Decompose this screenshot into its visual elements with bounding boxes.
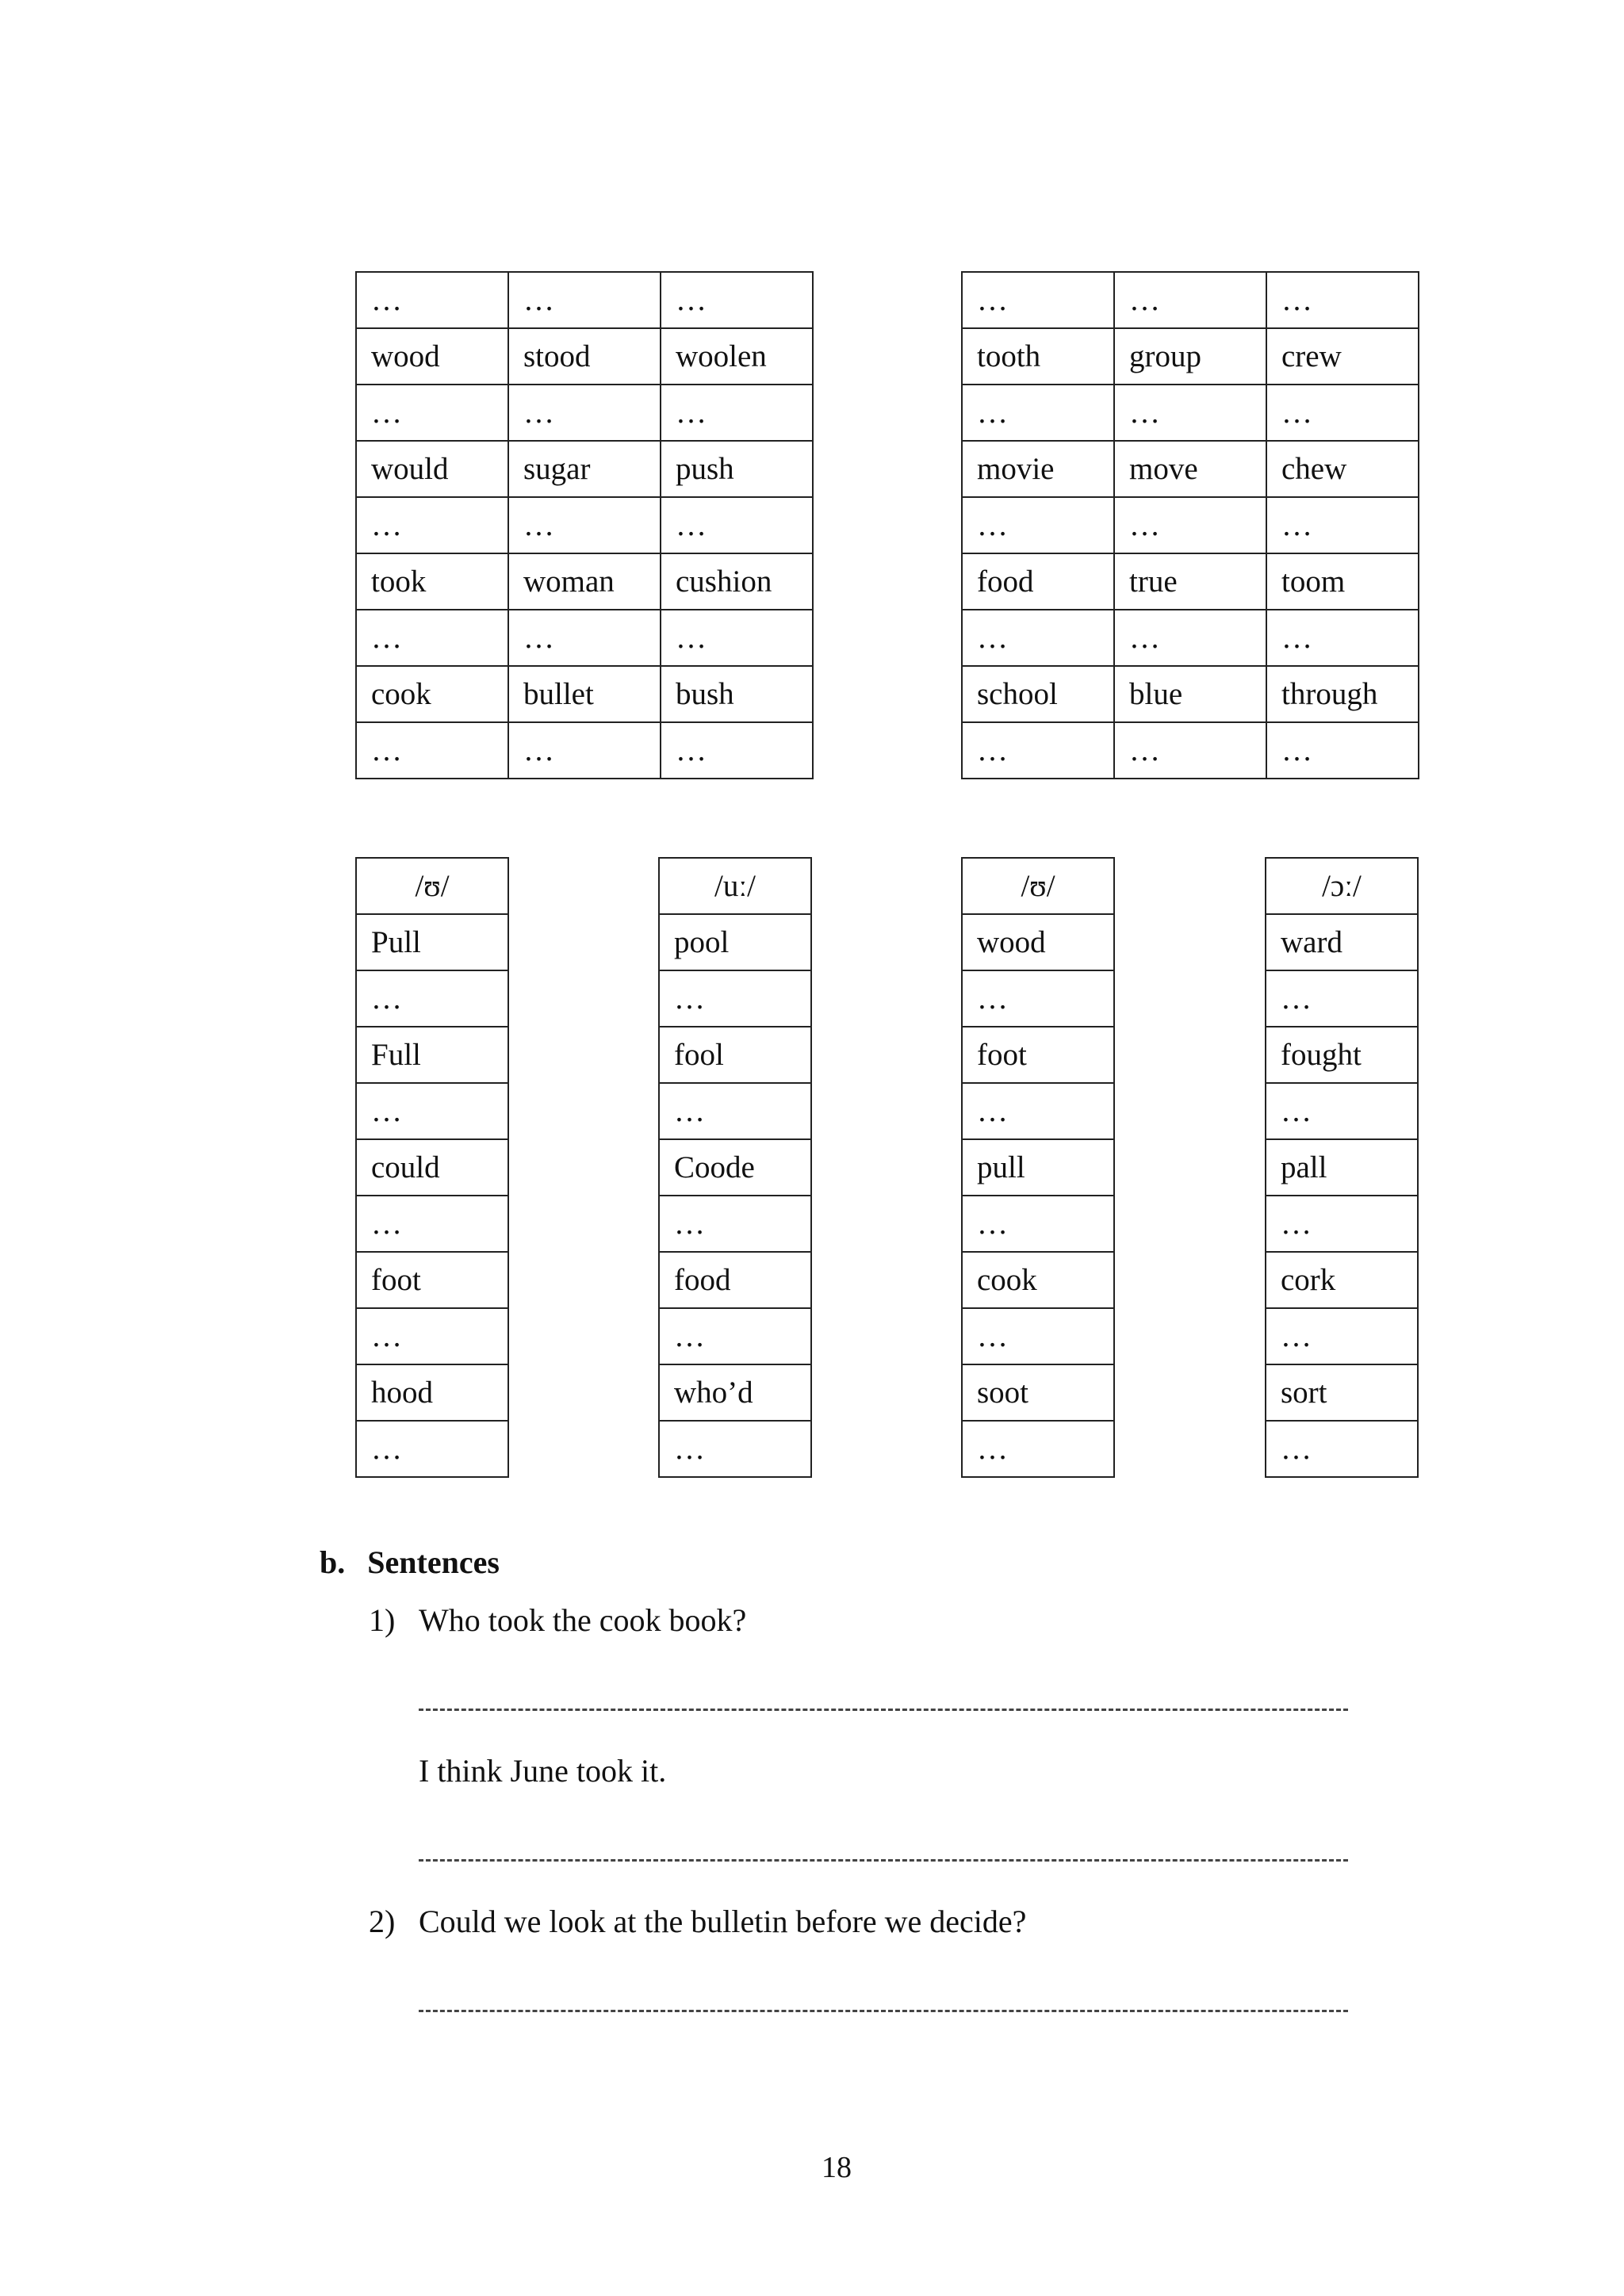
table-row <box>1266 1364 1418 1421</box>
table-cell: Coode <box>659 1139 811 1196</box>
sentence-text: Could we look at the bulletin before we decide? <box>419 1904 1027 1939</box>
table-row <box>356 1083 508 1139</box>
table-cell: … <box>1266 1421 1418 1477</box>
table-cell: hood <box>356 1364 508 1421</box>
table-row <box>356 553 813 610</box>
table-cell: toom <box>1266 553 1419 610</box>
table-row <box>1266 970 1418 1027</box>
table-row <box>356 914 508 970</box>
table-cell: pall <box>1266 1139 1418 1196</box>
table-row <box>659 1421 811 1477</box>
table-cell: cook <box>962 1252 1114 1308</box>
table-row <box>356 610 813 666</box>
table-row <box>1266 1083 1418 1139</box>
table-row <box>659 914 811 970</box>
table-cell: sort <box>1266 1364 1418 1421</box>
table-row <box>962 1139 1114 1196</box>
table-cell: fool <box>659 1027 811 1083</box>
table-row <box>962 610 1419 666</box>
table-row <box>962 666 1419 722</box>
phoneme-header: /ɔː/ <box>1266 858 1418 914</box>
table-row <box>659 970 811 1027</box>
table-cell: wood <box>962 914 1114 970</box>
phoneme-header: /uː/ <box>659 858 811 914</box>
word-table-top-left <box>355 271 814 779</box>
table-row <box>962 970 1114 1027</box>
table-row <box>356 441 813 497</box>
table-cell: … <box>962 1083 1114 1139</box>
table-row <box>356 1308 508 1364</box>
phoneme-header: /ʊ/ <box>962 858 1114 914</box>
table-cell: Full <box>356 1027 508 1083</box>
table-cell: bush <box>661 666 813 722</box>
table-cell: who’d <box>659 1364 811 1421</box>
table-row <box>659 1027 811 1083</box>
table-cell: … <box>661 722 813 779</box>
table-cell: … <box>962 722 1114 779</box>
table-cell: … <box>962 272 1114 328</box>
table-row <box>962 553 1419 610</box>
table-cell: crew <box>1266 328 1419 385</box>
table-cell: ward <box>1266 914 1418 970</box>
table-row <box>962 1252 1114 1308</box>
answer-line <box>419 1709 1348 1711</box>
table-cell: … <box>661 497 813 553</box>
table-cell: pull <box>962 1139 1114 1196</box>
page-number: 18 <box>822 2151 852 2184</box>
table-row <box>356 1027 508 1083</box>
section-marker: b. <box>320 1544 346 1580</box>
table-cell: … <box>1114 610 1266 666</box>
table-cell: food <box>659 1252 811 1308</box>
phoneme-table-1 <box>355 857 509 1478</box>
table-cell: bullet <box>508 666 661 722</box>
table-cell: … <box>1266 610 1419 666</box>
table-cell: … <box>1266 385 1419 441</box>
table-cell: … <box>1266 1308 1418 1364</box>
table-row <box>962 914 1114 970</box>
table-cell: wood <box>356 328 508 385</box>
table-row <box>356 666 813 722</box>
table-cell: true <box>1114 553 1266 610</box>
table-cell: … <box>962 610 1114 666</box>
table-row <box>1266 1139 1418 1196</box>
table-row <box>659 1252 811 1308</box>
sentence-number: 2) <box>369 1904 396 1939</box>
phoneme-table-3 <box>961 857 1115 1478</box>
table-cell: through <box>1266 666 1419 722</box>
table-cell: … <box>1114 385 1266 441</box>
table-cell: … <box>1114 722 1266 779</box>
table-row <box>962 272 1419 328</box>
table-row <box>962 328 1419 385</box>
table-cell: cushion <box>661 553 813 610</box>
table-cell: … <box>659 1308 811 1364</box>
table-cell: stood <box>508 328 661 385</box>
table-cell: … <box>356 497 508 553</box>
table-cell: … <box>1114 272 1266 328</box>
table-row <box>659 1364 811 1421</box>
table-cell: chew <box>1266 441 1419 497</box>
table-row <box>659 1083 811 1139</box>
table-header-row <box>356 858 508 914</box>
section-heading <box>320 1544 500 1581</box>
table-row <box>659 1139 811 1196</box>
table-row <box>1266 1196 1418 1252</box>
sentence-item <box>369 1903 1026 1940</box>
table-row <box>962 497 1419 553</box>
table-cell: … <box>1114 497 1266 553</box>
table-row <box>1266 1421 1418 1477</box>
table-cell: … <box>962 970 1114 1027</box>
table-cell: school <box>962 666 1114 722</box>
table-row <box>962 722 1419 779</box>
table-cell: blue <box>1114 666 1266 722</box>
table-cell: … <box>1266 1083 1418 1139</box>
table-cell: … <box>661 385 813 441</box>
table-cell: sugar <box>508 441 661 497</box>
table-cell: … <box>508 610 661 666</box>
table-row <box>962 1196 1114 1252</box>
table-cell: … <box>659 1196 811 1252</box>
table-cell: pool <box>659 914 811 970</box>
phoneme-table-2 <box>658 857 812 1478</box>
table-row <box>962 1027 1114 1083</box>
table-cell: group <box>1114 328 1266 385</box>
table-row <box>659 1308 811 1364</box>
sentence-number: 1) <box>369 1602 396 1638</box>
table-row <box>356 385 813 441</box>
table-cell: could <box>356 1139 508 1196</box>
table-row <box>962 385 1419 441</box>
table-cell: … <box>659 1083 811 1139</box>
table-cell: … <box>356 272 508 328</box>
table-cell: push <box>661 441 813 497</box>
table-cell: … <box>661 272 813 328</box>
table-header-row <box>962 858 1114 914</box>
table-cell: … <box>962 1308 1114 1364</box>
table-row <box>962 1083 1114 1139</box>
table-row <box>1266 1308 1418 1364</box>
table-cell: … <box>508 272 661 328</box>
table-cell: … <box>1266 497 1419 553</box>
table-cell: cork <box>1266 1252 1418 1308</box>
table-cell: … <box>962 1196 1114 1252</box>
table-cell: … <box>962 497 1114 553</box>
table-cell: … <box>1266 722 1419 779</box>
sentence-item <box>369 1601 746 1639</box>
table-cell: food <box>962 553 1114 610</box>
table-cell: … <box>356 722 508 779</box>
table-row <box>1266 914 1418 970</box>
table-cell: move <box>1114 441 1266 497</box>
table-cell: … <box>1266 272 1419 328</box>
table-cell: … <box>661 610 813 666</box>
table-row <box>356 272 813 328</box>
sentence-text: I think June took it. <box>419 1753 667 1789</box>
table-cell: … <box>356 970 508 1027</box>
table-cell: … <box>356 1083 508 1139</box>
table-cell: cook <box>356 666 508 722</box>
table-cell: … <box>1266 970 1418 1027</box>
answer-line <box>419 1859 1348 1862</box>
phoneme-table-4 <box>1265 857 1419 1478</box>
table-cell: woolen <box>661 328 813 385</box>
table-cell: foot <box>962 1027 1114 1083</box>
table-cell: … <box>356 385 508 441</box>
sentence-text: Who took the cook book? <box>419 1602 747 1638</box>
table-cell: … <box>962 1421 1114 1477</box>
section-title: Sentences <box>367 1544 500 1580</box>
table-row <box>356 722 813 779</box>
table-cell: … <box>356 1421 508 1477</box>
word-table-top-right <box>961 271 1419 779</box>
table-row <box>1266 1027 1418 1083</box>
table-cell: took <box>356 553 508 610</box>
table-row <box>962 1364 1114 1421</box>
table-row <box>962 1421 1114 1477</box>
table-cell: … <box>356 1196 508 1252</box>
table-cell: … <box>1266 1196 1418 1252</box>
table-row <box>356 970 508 1027</box>
table-cell: … <box>356 1308 508 1364</box>
table-row <box>356 1139 508 1196</box>
table-cell: … <box>962 385 1114 441</box>
table-cell: movie <box>962 441 1114 497</box>
table-cell: … <box>508 385 661 441</box>
table-row <box>356 328 813 385</box>
sentence-item <box>419 1752 666 1789</box>
answer-line <box>419 2010 1348 2012</box>
table-cell: tooth <box>962 328 1114 385</box>
table-cell: … <box>508 722 661 779</box>
table-cell: foot <box>356 1252 508 1308</box>
table-cell: … <box>659 1421 811 1477</box>
table-row <box>356 497 813 553</box>
table-row <box>962 441 1419 497</box>
table-row <box>356 1196 508 1252</box>
table-header-row <box>659 858 811 914</box>
table-row <box>962 1308 1114 1364</box>
table-cell: would <box>356 441 508 497</box>
phoneme-header: /ʊ/ <box>356 858 508 914</box>
table-row <box>1266 1252 1418 1308</box>
table-header-row <box>1266 858 1418 914</box>
table-cell: … <box>508 497 661 553</box>
table-cell: Pull <box>356 914 508 970</box>
table-row <box>356 1421 508 1477</box>
table-cell: fought <box>1266 1027 1418 1083</box>
table-cell: … <box>356 610 508 666</box>
table-row <box>659 1196 811 1252</box>
table-cell: … <box>659 970 811 1027</box>
table-cell: woman <box>508 553 661 610</box>
table-row <box>356 1364 508 1421</box>
table-row <box>356 1252 508 1308</box>
table-cell: soot <box>962 1364 1114 1421</box>
